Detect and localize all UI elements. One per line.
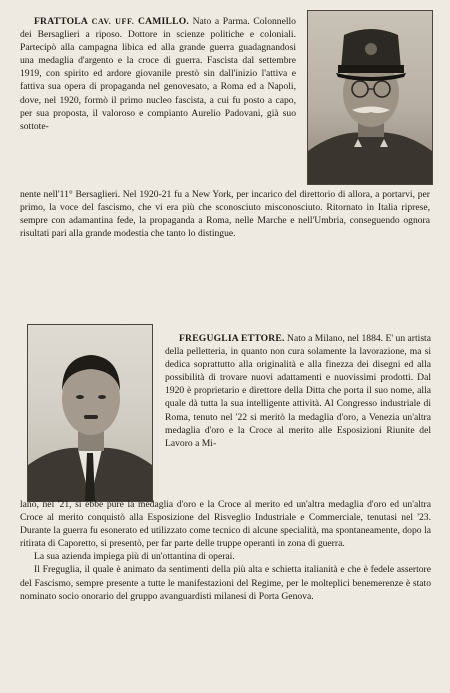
bio-text-wide — [20, 498, 431, 603]
bio-paragraph-continued: lano, nel '21, si ebbe pure la medaglia d'oro e la Croce al merito ed un'altra medaglia d'oro ed un'altra Croce al merito conquistò alla Esposizione del Risveglio Industriale e Commerciale, tenutasi nel '23. Durante la guerra fu esonerato ed utilizzato come tecnico di alcune specialità, ma spontaneamente, dopo la ritirata di Caporetto, si presentò, per far parte delle truppe operanti in zona di guerra. — [20, 499, 431, 550]
bio-text-column — [165, 332, 431, 450]
portrait-photo-military-officer — [307, 10, 433, 185]
person-name: FREGUGLIA ETTORE. — [179, 333, 285, 344]
bio-text-wide — [20, 188, 430, 240]
bio-paragraph-2: La sua azienda impiega più di un'ottantina di operai. — [34, 551, 235, 563]
bio-paragraph-3: Il Freguglia, il quale è animato da sentimenti della più alta e schietta italianità e che è fedele assertore del Fascismo, sempre presente a tutte le manifestazioni del Regime, per le molteplici benemerenze è stato nominato socio onorario del gruppo avanguardisti milanesi di Porta Genova. — [20, 564, 431, 602]
bio-paragraph-continued: nente nell'11° Bersaglieri. Nel 1920-21 fu a New York, per incarico del direttorio di allora, a portarvi, per primo, la voce del fascismo, che vi era più che sconosciuto misconosciuto. Ritornato in Italia riprese, sempre con adamantina fede, la propaganda a Roma, nelle Marche e nell'Umbria, conseguendo ognora risultati pari alla grande modestia che tanto lo distingue. — [20, 189, 430, 240]
portrait-image — [308, 11, 432, 184]
bio-paragraph: Nato a Milano, nel 1884. E' un artista della pelletteria, in quanto non cura solamente la lavorazione, ma si dedica soprattutto alla originalità e alla finezza dei disegni ed alla possibilità di trovare nuovi adattamenti e nuovissimi prodotti. Dal 1920 è proprietario e direttore della Ditta che porta il suo nome, alla quale dà tutta la sua intelligente attività. Al Congresso industriale di Roma, tenuto nel '22 si meritò la medaglia d'oro, a Venezia un'altra medaglia d'oro e la Croce al merito alle Esposizioni Riunite del Lavoro a Mi- — [165, 333, 431, 449]
bio-text-column — [20, 15, 296, 133]
bio-paragraph: Nato a Parma. Colonnello dei Bersaglieri a riposo. Dottore in scienze politiche e coloniali. Partecipò alla campagna libica ed alla grande guerra guadagnandosi una medaglia d'argento e la croce di guerra. Fascista dal settembre 1919, con spirito ed ardore giovanile prestò sin dall'inizio l'attiva e fattiva sua opera di propaganda nel genovesato, a Roma ed a Napoli, dove, nel 1920, formò il primo nucleo fascista, a cui fu posto a capo, per sua proposta, il valoroso e compianto Aurelio Padovani, già suo sottote- — [20, 16, 296, 132]
portrait-photo-man-suit — [27, 324, 153, 502]
person-first-name: CAMILLO. — [138, 16, 189, 27]
portrait-image — [28, 325, 152, 501]
person-title: CAV. UFF. — [91, 17, 135, 26]
person-name: FRATTOLA — [34, 16, 89, 27]
